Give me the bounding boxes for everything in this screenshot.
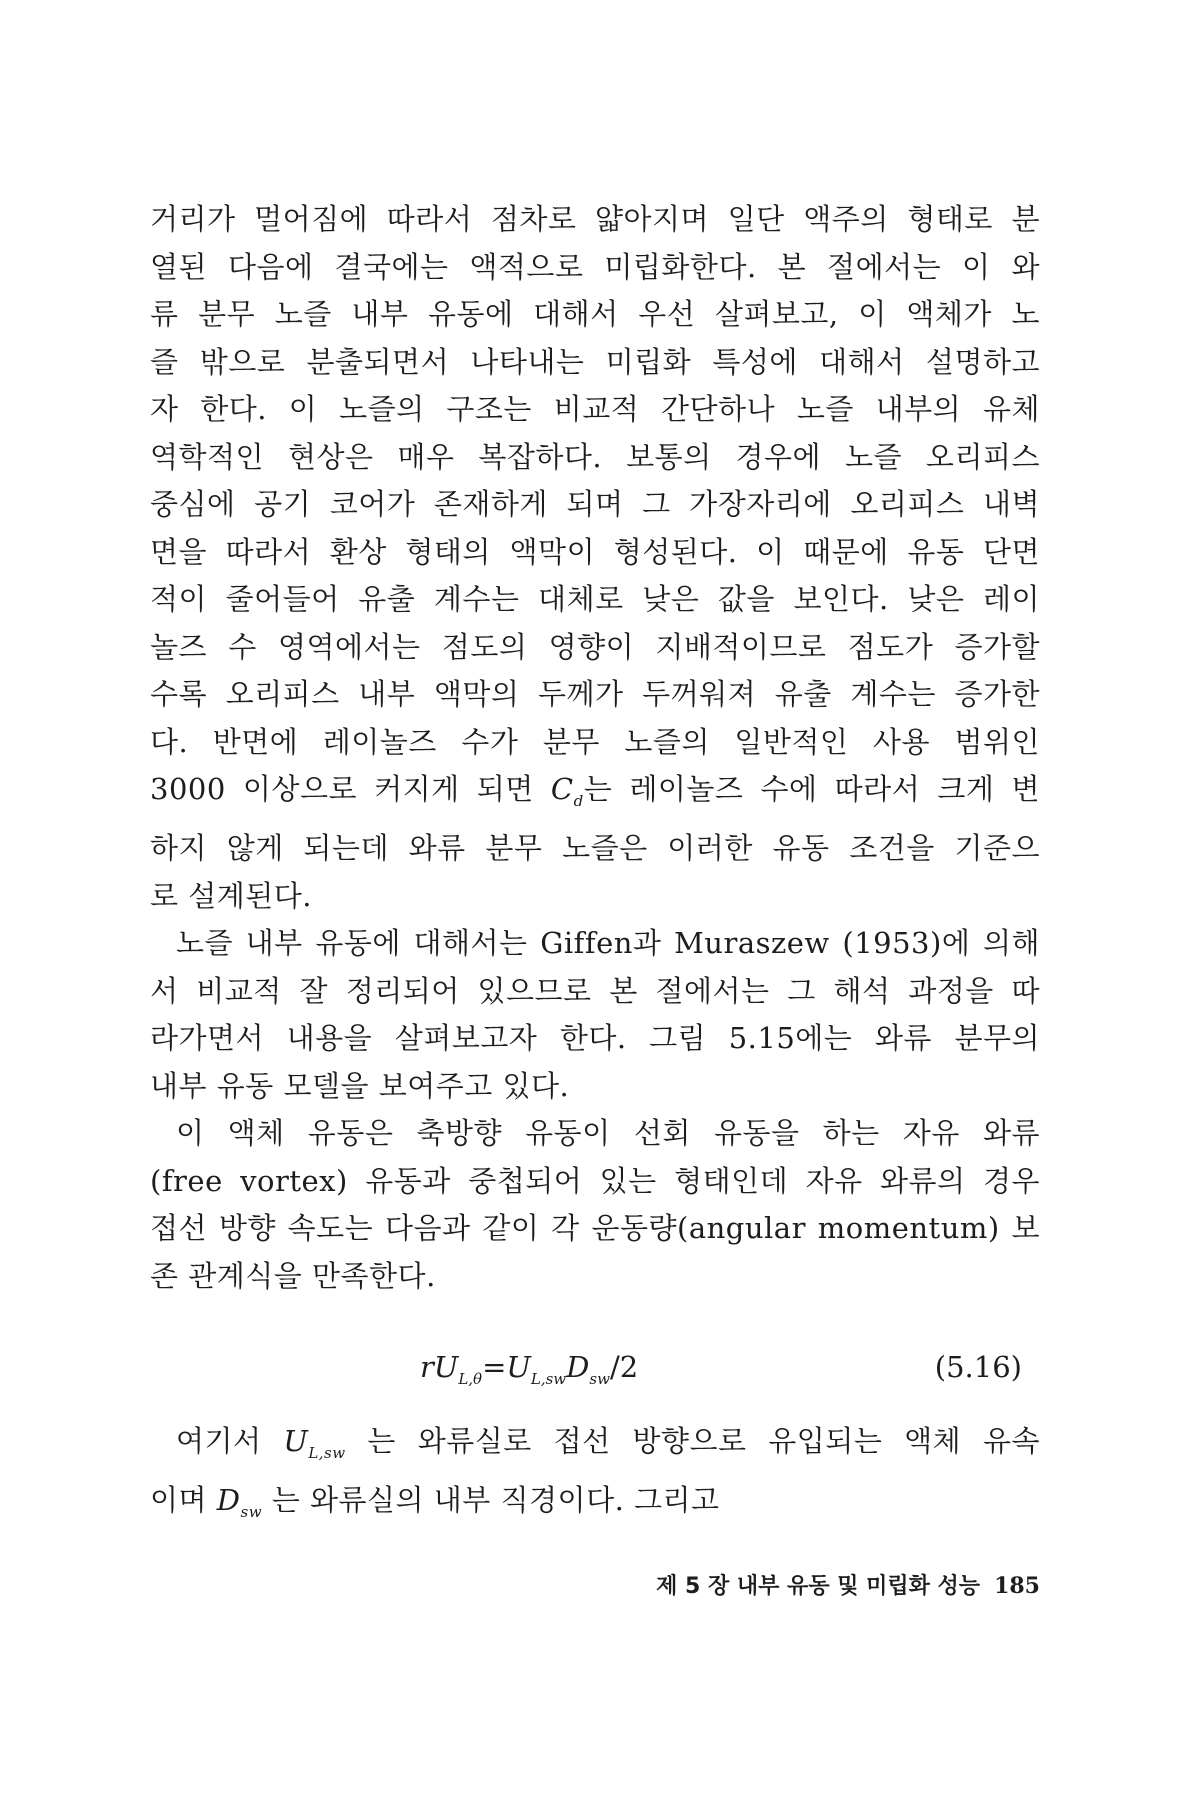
text-line: 즐 밖으로 분출되면서 나타내는 미립화 특성에 대해서 설명하고 <box>150 344 1040 379</box>
text-line: 접선 방향 속도는 다음과 같이 각 운동량(angular momentum) 보 <box>150 1211 1040 1246</box>
text-line: 중심에 공기 코어가 존재하게 되며 그 가장자리에 오리피스 내벽 <box>150 487 1040 521</box>
page-footer <box>540 1569 1040 1609</box>
eq-operator: = <box>482 1350 507 1384</box>
text-fragment: 는 와류실의 내부 직경이다. 그리고 <box>262 1483 720 1518</box>
eq-operator: /2 <box>609 1350 639 1384</box>
text-line-with-symbol <box>150 1418 1040 1477</box>
text-line: 놀즈 수 영역에서는 점도의 영향이 지배적이므로 점도가 증가할 <box>150 629 1040 664</box>
text-line: 서 비교적 잘 정리되어 있으므로 본 절에서는 그 해석 과정을 따 <box>150 973 1040 1008</box>
eq-symbol: r <box>420 1350 434 1384</box>
text-line: 다. 반면에 레이놀즈 수가 분무 노즐의 일반적인 사용 범위인 <box>150 724 1040 759</box>
text-line: 라가면서 내용을 살펴보고자 한다. 그림 5.15에는 와류 분무의 <box>150 1021 1040 1056</box>
running-footer-chapter: 제 5 장 내부 유동 및 미립화 성능 <box>656 1574 981 1599</box>
text-line: 역학적인 현상은 매우 복잡하다. 보통의 경우에 노즐 오리피스 <box>150 439 1040 474</box>
eq-symbol: U <box>433 1350 459 1384</box>
eq-subscript: sw <box>589 1369 610 1388</box>
equation-number: (5.16) <box>934 1350 1022 1384</box>
velocity-symbol <box>283 1424 346 1462</box>
text-line-with-symbol <box>150 1477 1040 1536</box>
text-line: 로 설계된다. <box>150 878 313 913</box>
text-line: 거리가 멀어짐에 따라서 점차로 얇아지며 일단 액주의 형태로 분 <box>150 202 1040 236</box>
equation-formula <box>420 1350 638 1388</box>
symbol-letter: C <box>550 772 574 806</box>
text-line: 이 액체 유동은 축방향 유동이 선회 유동을 하는 자유 와류 <box>176 1116 1040 1151</box>
post-equation-text <box>150 1418 1040 1537</box>
text-line: 하지 않게 되는데 와류 분무 노즐은 이러한 유동 조건을 기준으 <box>150 831 1040 866</box>
eq-symbol: D <box>566 1350 590 1384</box>
text-line: 내부 유동 모델을 보여주고 있다. <box>150 1068 570 1103</box>
text-line: 수록 오리피스 내부 액막의 두께가 두꺼워져 유출 계수는 증가한 <box>150 677 1040 711</box>
text-line: (free vortex) 유동과 중첩되어 있는 형태인데 자유 와류의 경우 <box>150 1163 1040 1198</box>
text-line-with-symbol <box>150 766 1040 825</box>
eq-subscript: L,sw <box>530 1369 567 1388</box>
text-line: 존 관계식을 만족한다. <box>150 1258 436 1293</box>
text-fragment: 는 레이놀즈 수에 따라서 크게 변 <box>583 772 1040 806</box>
text-fragment: 3000 이상으로 커지게 되면 <box>150 772 551 806</box>
text-line: 면을 따라서 환상 형태의 액막이 형성된다. 이 때문에 유동 단면 <box>150 534 1040 569</box>
page-number: 185 <box>994 1573 1040 1599</box>
discharge-coefficient-symbol <box>550 772 584 810</box>
text-fragment: 여기서 <box>176 1424 284 1458</box>
eq-subscript: L,θ <box>458 1369 483 1388</box>
symbol-subscript: d <box>573 791 584 810</box>
eq-symbol: U <box>506 1350 531 1384</box>
diameter-symbol <box>216 1483 263 1522</box>
symbol-letter: U <box>283 1424 309 1458</box>
equation-5-16 <box>150 1350 1040 1400</box>
text-line: 열된 다음에 결국에는 액적으로 미립화한다. 본 절에서는 이 와 <box>150 249 1040 284</box>
body-text <box>150 196 1040 1300</box>
symbol-subscript: L,sw <box>308 1443 346 1462</box>
symbol-subscript: sw <box>240 1503 263 1522</box>
text-fragment: 이며 <box>150 1483 217 1518</box>
text-fragment: 는 와류실로 접선 방향으로 유입되는 액체 유속 <box>345 1424 1041 1458</box>
symbol-letter: D <box>216 1483 241 1518</box>
text-line: 노즐 내부 유동에 대해서는 Giffen과 Muraszew (1953)에 의해 <box>176 926 1040 961</box>
text-line: 류 분무 노즐 내부 유동에 대해서 우선 살펴보고, 이 액체가 노 <box>150 297 1040 331</box>
text-line: 적이 줄어들어 유출 계수는 대체로 낮은 값을 보인다. 낮은 레이 <box>150 582 1040 616</box>
text-line: 자 한다. 이 노즐의 구조는 비교적 간단하나 노즐 내부의 유체 <box>150 392 1040 426</box>
